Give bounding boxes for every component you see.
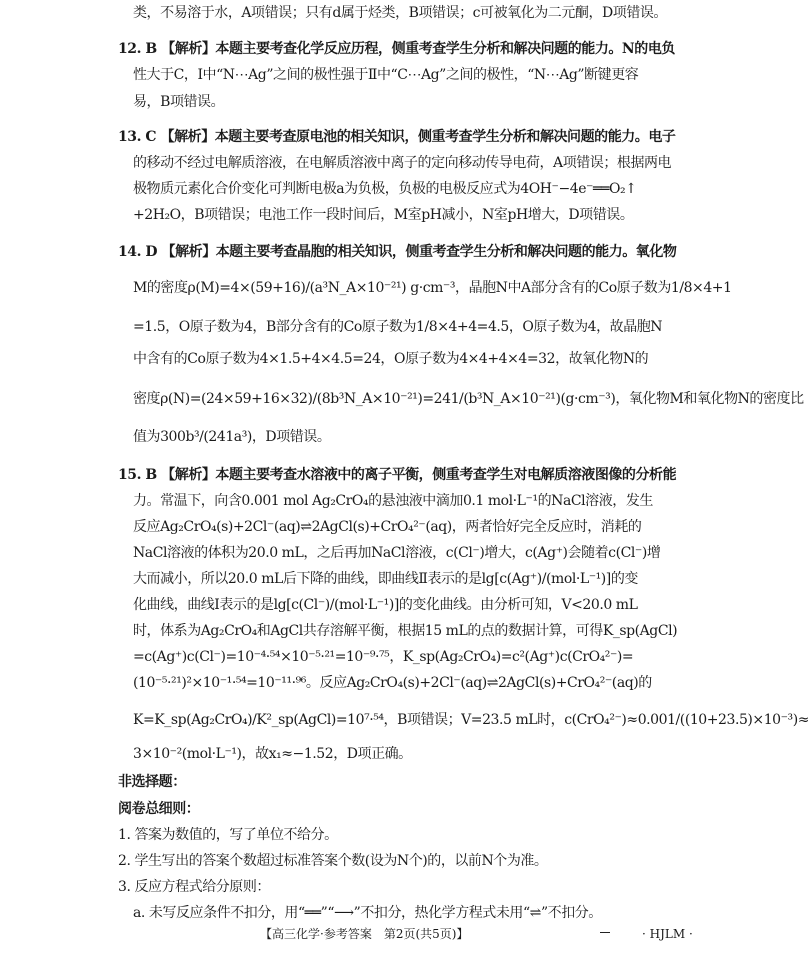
text-line: 时，体系为Ag₂CrO₄和AgCl共存溶解平衡，根据15 mL的点的数据计算，可得K_sp(AgCl) — [133, 623, 678, 639]
text-line: M的密度ρ(M)=4×(59+16)/(a³N_A×10⁻²¹) g·cm⁻³，晶胞N中A部分含有的Co原子数为1/8×4+1 — [133, 280, 732, 296]
footer-dash — [600, 932, 610, 933]
text-line: 12. B 【解析】本题主要考查化学反应历程，侧重考查学生分析和解决问题的能力。N的电负 — [118, 41, 675, 57]
text-line: 性大于C，Ⅰ中“N⋯Ag”之间的极性强于Ⅱ中“C⋯Ag”之间的极性，“N⋯Ag”断键更容 — [133, 67, 639, 83]
footer-code: · HJLM · — [642, 927, 693, 941]
text-line: 2. 学生写出的答案个数超过标准答案个数(设为N个)的，以前N个为准。 — [118, 853, 548, 869]
text-line: a. 未写反应条件不扣分，用“══”“⟶”不扣分，热化学方程式未用“⇌”不扣分。 — [133, 905, 602, 921]
text-line: 极物质元素化合价变化可判断电极a为负极，负极的电极反应式为4OH⁻−4e⁻══O₂↑ — [133, 181, 637, 197]
text-line: 反应Ag₂CrO₄(s)+2Cl⁻(aq)⇌2AgCl(s)+CrO₄²⁻(aq)，两者恰好完全反应时，消耗的 — [133, 519, 642, 535]
text-line: 类，不易溶于水，A项错误；只有d属于烃类，B项错误；c可被氧化为二元酮，D项错误。 — [133, 5, 667, 21]
text-line: (10⁻⁵·²¹)²×10⁻¹·⁵⁴=10⁻¹¹·⁹⁶。反应Ag₂CrO₄(s)+2Cl⁻(aq)⇌2AgCl(s)+CrO₄²⁻(aq)的 — [133, 675, 652, 691]
text-line: 非选择题： — [118, 774, 186, 790]
text-line: 的移动不经过电解质溶液，在电解质溶液中离子的定向移动传导电荷，A项错误；根据两电 — [133, 155, 672, 171]
text-line: 易，B项错误。 — [133, 94, 225, 110]
text-line: 3×10⁻²(mol·L⁻¹)，故x₁≈−1.52，D项正确。 — [133, 746, 412, 762]
text-line: 14. D 【解析】本题主要考查晶胞的相关知识，侧重考查学生分析和解决问题的能力。氧化物 — [118, 244, 677, 260]
text-line: 15. B 【解析】本题主要考查水溶液中的离子平衡，侧重考查学生对电解质溶液图像的分析能 — [118, 467, 677, 483]
text-line: NaCl溶液的体积为20.0 mL，之后再加NaCl溶液，c(Cl⁻)增大，c(Ag⁺)会随着c(Cl⁻)增 — [133, 545, 661, 561]
text-line: 化曲线，曲线Ⅰ表示的是lg[c(Cl⁻)/(mol·L⁻¹)]的变化曲线。由分析可知，V<20.0 mL — [133, 597, 638, 613]
text-line: K=K_sp(Ag₂CrO₄)/K²_sp(AgCl)=10⁷·⁵⁴，B项错误；V=23.5 mL时，c(CrO₄²⁻)≈0.001/((10+23.5)×10⁻³)≈ — [133, 712, 809, 728]
text-line: 中含有的Co原子数为4×1.5+4×4.5=24，O原子数为4×4+4×4=32，故氧化物N的 — [133, 351, 649, 367]
text-line: 力。常温下，向含0.001 mol Ag₂CrO₄的悬浊液中滴加0.1 mol·L⁻¹的NaCl溶液，发生 — [133, 493, 653, 509]
text-line: 阅卷总细则： — [118, 801, 200, 817]
text-line: 值为300b³/(241a³)，D项错误。 — [133, 429, 331, 445]
text-line: 密度ρ(N)=(24×59+16×32)/(8b³N_A×10⁻²¹)=241/(b³N_A×10⁻²¹)(g·cm⁻³)，氧化物M和氧化物N的密度比 — [133, 391, 804, 407]
text-line: 大而减小，所以20.0 mL后下降的曲线，即曲线Ⅱ表示的是lg[c(Ag⁺)/(mol·L⁻¹)]的变 — [133, 571, 638, 587]
text-line: 13. C 【解析】本题主要考查原电池的相关知识，侧重考查学生分析和解决问题的能力。电子 — [118, 129, 676, 145]
text-line: 3. 反应方程式给分原则： — [118, 879, 270, 895]
footer-page-info: 【高三化学·参考答案 第2页(共5页)】 — [260, 927, 469, 941]
text-line: =c(Ag⁺)c(Cl⁻)=10⁻⁴·⁵⁴×10⁻⁵·²¹=10⁻⁹·⁷⁵，K_sp(Ag₂CrO₄)=c²(Ag⁺)c(CrO₄²⁻)= — [133, 649, 634, 665]
text-line: =1.5，O原子数为4，B部分含有的Co原子数为1/8×4+4=4.5，O原子数为4，故晶胞N — [133, 319, 663, 335]
text-line: +2H₂O，B项错误；电池工作一段时间后，M室pH减小，N室pH增大，D项错误。 — [133, 207, 634, 223]
text-line: 1. 答案为数值的，写了单位不给分。 — [118, 827, 338, 843]
